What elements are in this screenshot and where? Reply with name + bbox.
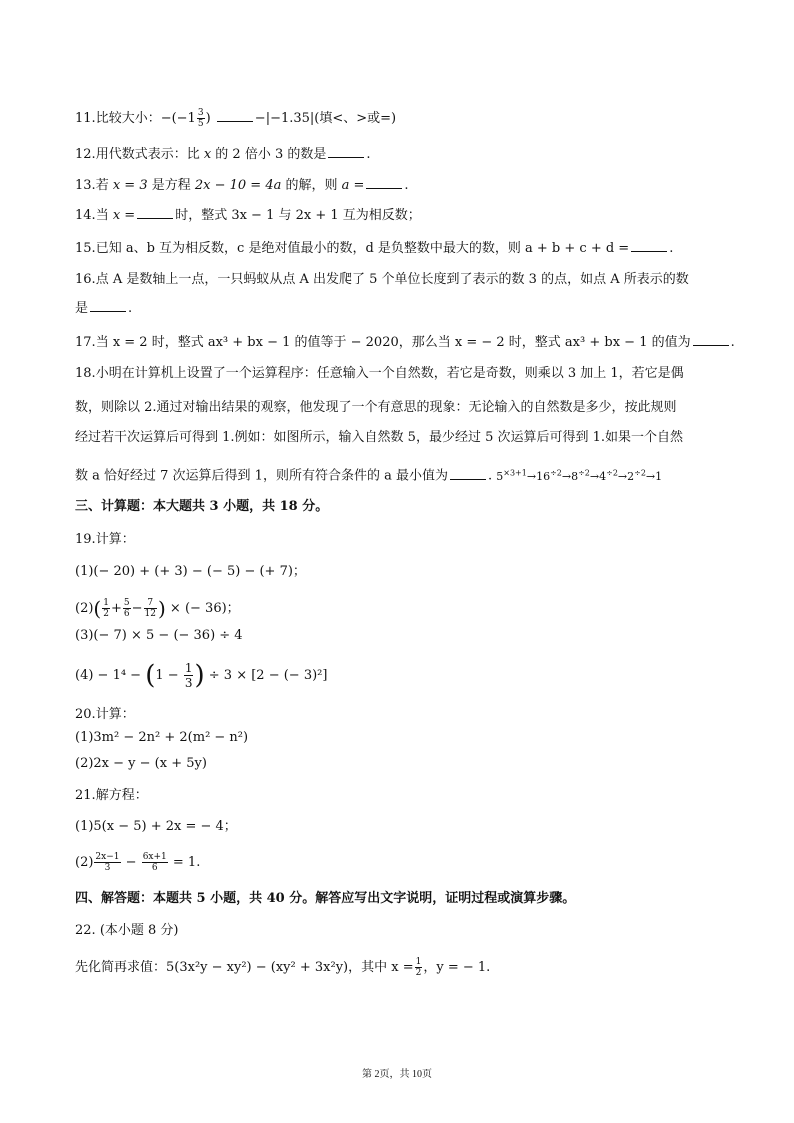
problem-20-1: (1)3m² − 2n² + 2(m² − n²) — [75, 730, 249, 745]
problem-21: 21.解方程： — [75, 788, 148, 803]
problem-20: 20.计算： — [75, 707, 135, 722]
problem-19-4: (4) − 1⁴ − (1 − $\frac{1}{3}$ ) ÷ 3 × [2 − (− 3)²] — [75, 660, 328, 691]
problem-15: 15.已知 a、b 互为相反数，c 是绝对值最小的数，d 是负整数中最大的数，则 a + b + c + d = . — [75, 241, 674, 256]
problem-16-cont: 是 . — [75, 301, 133, 316]
problem-22-text: 先化简再求值：5(3x²y − xy²) − (xy² + 3x²y)，其中 x = $\frac{1}{2}$ ，y = − 1. — [75, 957, 491, 978]
problem-13: 13.若 x = 3 是方程 2x − 10 = 4a 的解，则 a = . — [75, 178, 409, 193]
problem-18-line4: 数 a 恰好经过 7 次运算后得到 1，则所有符合条件的 a 最小值为 . $5^{\times 3+1}\to 16^{\div 2}\to 8^{\div 2}\to 4^{\div 2}\to 2^{\div 2}\to 1$ — [75, 468, 663, 484]
problem-number: 11. — [75, 111, 96, 126]
problem-21-1: (1)5(x − 5) + 2x = − 4； — [75, 819, 237, 834]
problem-14: 14.当 x = 时，整式 3x − 1 与 2x + 1 互为相反数； — [75, 208, 421, 223]
answer-blank[interactable] — [693, 333, 729, 346]
problem-18: 18.小明在计算机上设置了一个运算程序：任意输入一个自然数，若它是奇数，则乘以 3 加上 1，若它是偶 — [75, 366, 684, 381]
problem-11: 11.比较大小：−(−1 $\frac{3}{5}$ ) −|−1.35|(填<、>或=) — [75, 108, 397, 129]
problem-19: 19.计算： — [75, 532, 135, 547]
section-heading: 四、解答题：本题共 5 小题，共 40 分。解答应写出文字说明，证明过程或演算步骤。 — [75, 891, 576, 906]
problem-20-2: (2)2x − y − (x + 5y) — [75, 756, 207, 771]
answer-blank[interactable] — [137, 206, 173, 219]
answer-blank[interactable] — [631, 239, 667, 252]
page-footer: 第 2页，共 10页 — [362, 1069, 432, 1080]
problem-18-line2: 数，则除以 2.通过对输出结果的观察，他发现了一个有意思的现象：无论输入的自然数是多少，按此规则 — [75, 400, 677, 415]
problem-19-1: (1)(− 20) + (+ 3) − (− 5) − (+ 7)； — [75, 564, 306, 579]
problem-17: 17.当 x = 2 时，整式 ax³ + bx − 1 的值等于 − 2020，那么当 x = − 2 时，整式 ax³ + bx − 1 的值为 . — [75, 335, 735, 350]
problem-12: 12.用代数式表示：比 x 的 2 倍小 3 的数是 . — [75, 147, 371, 162]
answer-blank[interactable] — [217, 109, 253, 122]
fraction: $\frac{3}{5}$ — [197, 108, 204, 129]
answer-blank[interactable] — [450, 467, 486, 480]
operation-flow: $5^{\times 3+1}\to 16^{\div 2}\to 8^{\div 2}\to 4^{\div 2}\to 2^{\div 2}\to 1$ — [496, 468, 663, 483]
answer-blank[interactable] — [90, 299, 126, 312]
problem-22: 22. (本小题 8 分) — [75, 923, 179, 938]
problem-18-line3: 经过若干次运算后可得到 1.例如：如图所示，输入自然数 5，最少经过 5 次运算后可得到 1.如果一个自然 — [75, 430, 684, 445]
section-heading: 三、计算题：本大题共 3 小题，共 18 分。 — [75, 499, 329, 514]
problem-21-2: (2) $\frac{2x-1}{3}$ − $\frac{6x+1}{6}$ = 1. — [75, 852, 201, 873]
answer-blank[interactable] — [366, 176, 402, 189]
answer-blank[interactable] — [328, 145, 364, 158]
problem-16: 16.点 A 是数轴上一点，一只蚂蚁从点 A 出发爬了 5 个单位长度到了表示的数 3 的点，如点 A 所表示的数 — [75, 272, 689, 287]
problem-19-3: (3)(− 7) × 5 − (− 36) ÷ 4 — [75, 628, 243, 643]
problem-19-2: (2)( $\frac{1}{2}$ + $\frac{5}{6}$ − $\frac{7}{12}$ ) × (− 36)； — [75, 596, 240, 621]
